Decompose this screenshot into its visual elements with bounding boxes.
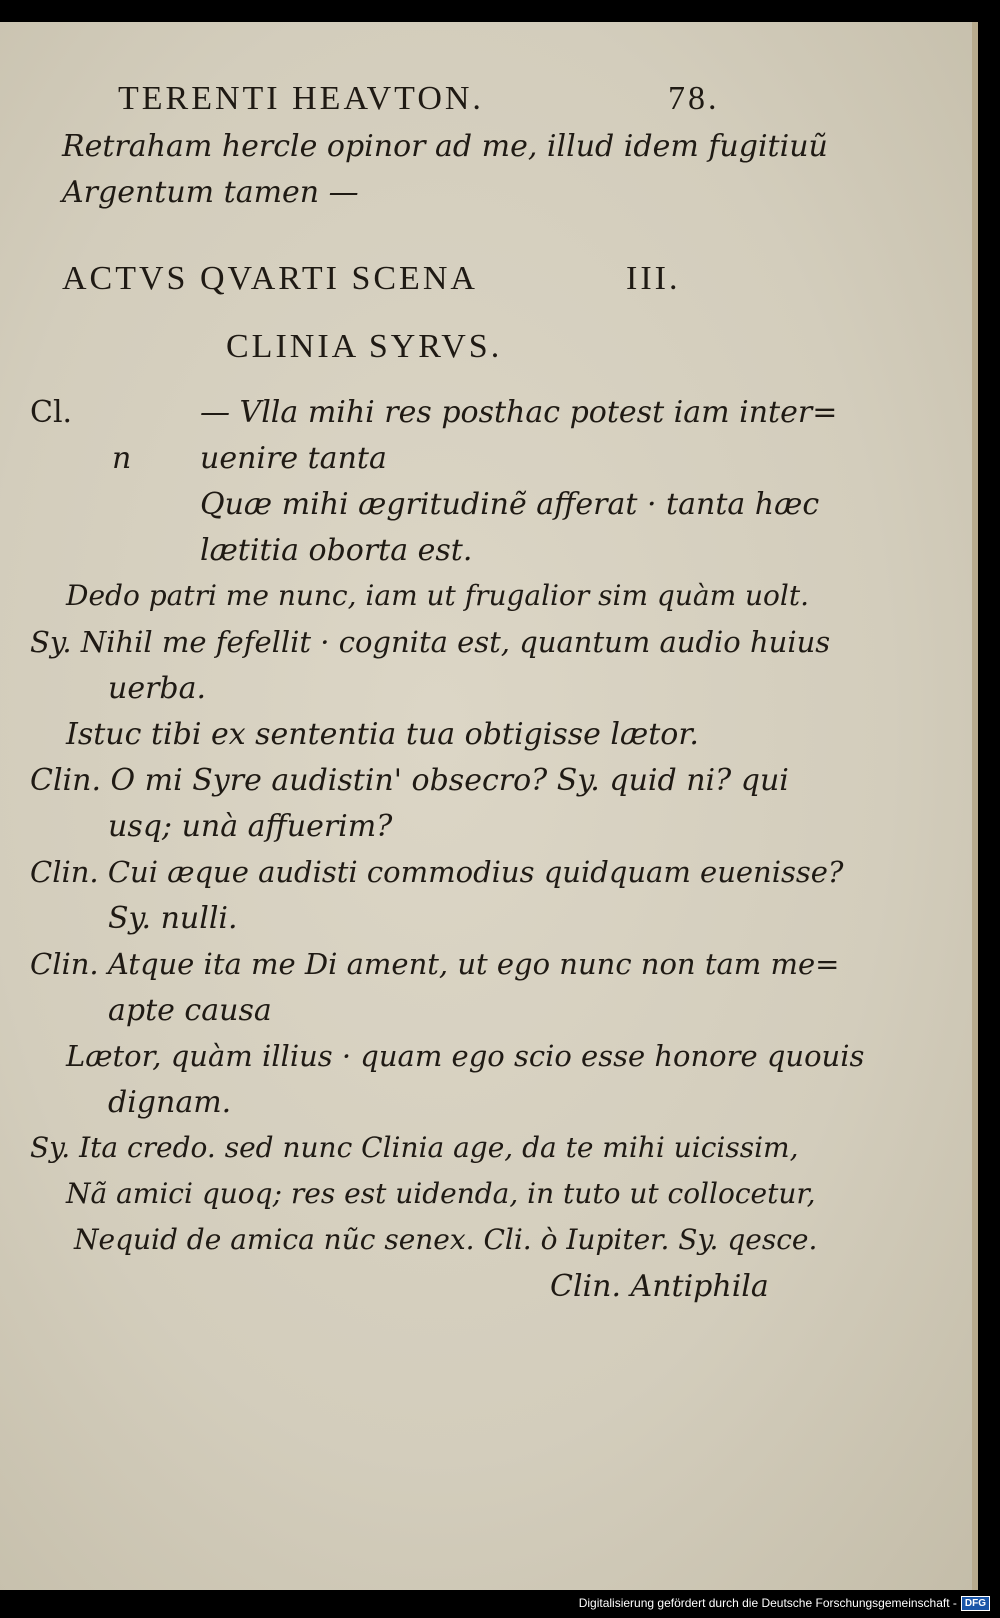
text-line-12: usq; unà affuerim? [108,809,393,844]
text-line-17: Lætor, quàm illius · quam ego scio esse honore quouis [66,1039,865,1073]
text-line-7: Dedo patri me nunc, iam ut frugalior sim quàm uolt. [66,579,810,612]
scene-number: III. [626,260,681,297]
text-line-3: — Vlla mihi res posthac potest iam inter= [200,395,838,430]
text-line-11: Clin. O mi Syre audistin' obsecro? Sy. quid ni? qui [30,763,789,798]
text-line-20: Nã amici quoq; res est uidenda, in tuto ut collocetur, [66,1177,816,1210]
running-title: TERENTI HEAVTON. [118,80,484,117]
book-page [0,22,978,1590]
text-line-1: Retraham hercle opinor ad me, illud idem fugitiuũ [62,129,828,164]
text-line-16: apte causa [108,993,272,1028]
initial-letter-guide: n [112,441,132,476]
text-line-18: dignam. [108,1085,232,1120]
text-line-2: Argentum tamen — [62,175,359,210]
digitization-credit [579,1594,990,1612]
text-line-8: Sy. Nihil me fefellit · cognita est, quantum audio huius [30,625,831,659]
credit-text: Digitalisierung gefördert durch die Deutsche Forschungsgemeinschaft - [578,1596,957,1610]
text-line-15: Clin. Atque ita me Di ament, ut ego nunc non tam me= [30,947,840,981]
text-line-22: Clin. Antiphila [550,1269,769,1304]
text-line-6: lætitia oborta est. [200,533,473,568]
dfg-logo: DFG [961,1596,990,1611]
speaker-label: Cl. [30,395,73,430]
text-line-10: Istuc tibi ex sententia tua obtigisse lætor. [66,717,699,752]
text-line-14: Sy. nulli. [108,901,238,936]
page-number: 78. [668,80,720,117]
text-line-13: Clin. Cui æque audisti commodius quidquam euenisse? [30,855,844,889]
character-list: CLINIA SYRVS. [226,328,503,365]
text-line-5: Quæ mihi ægritudinẽ afferat · tanta hæc [200,487,820,522]
scene-heading: ACTVS QVARTI SCENA [62,260,478,297]
text-line-19: Sy. Ita credo. sed nunc Clinia age, da te mihi uicissim, [30,1131,799,1164]
text-line-4: uenire tanta [200,441,387,476]
text-line-21: Nequid de amica nũc senex. Cli. ò Iupiter. Sy. qesce. [74,1223,818,1256]
text-line-9: uerba. [108,671,207,706]
